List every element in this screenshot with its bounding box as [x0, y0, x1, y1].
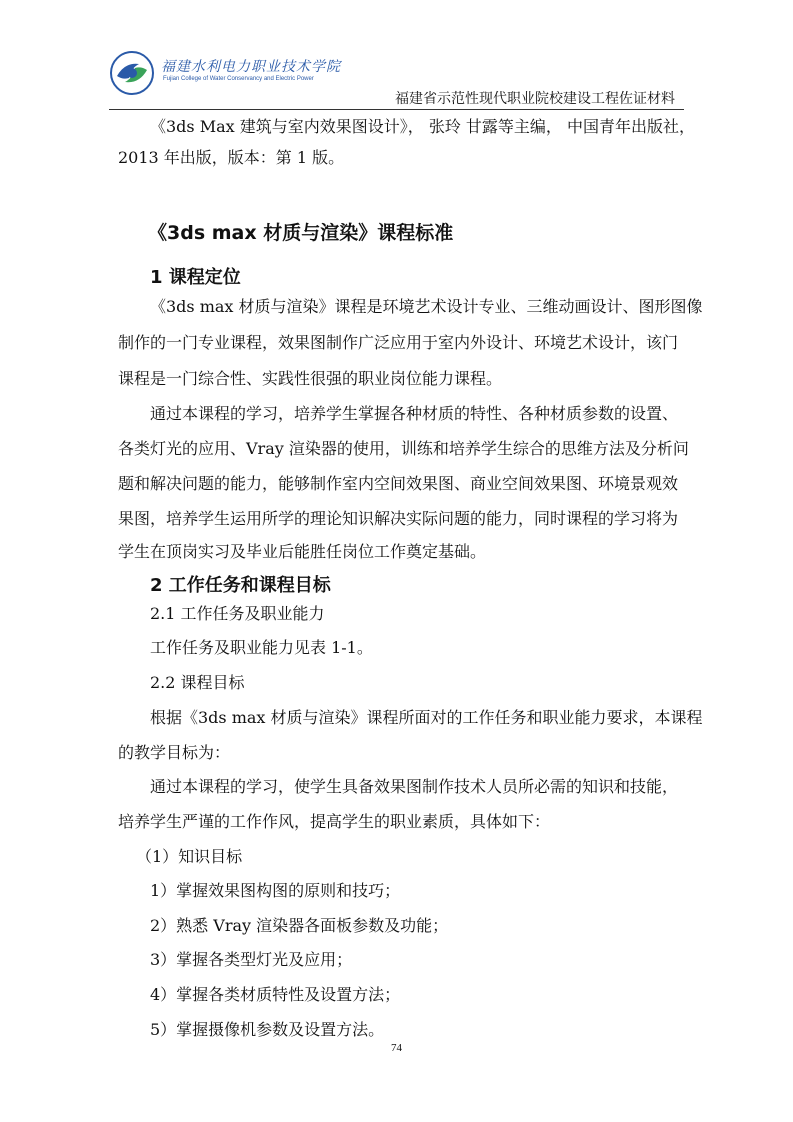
paragraph-line: 的教学目标为：: [118, 743, 231, 762]
list-item: 2）熟悉 Vray 渲染器各面板参数及功能；: [150, 916, 449, 935]
college-emblem-icon: [109, 50, 155, 96]
document-title: 《3ds max 材质与渲染》课程标准: [148, 222, 454, 244]
paragraph-line: 《3ds max 材质与渲染》课程是环境艺术设计专业、三维动画设计、图形图像: [150, 297, 703, 316]
section-heading: 1 课程定位: [150, 267, 241, 288]
list-item: 4）掌握各类材质特性及设置方法；: [150, 985, 401, 1004]
paragraph-line: 学生在顶岗实习及毕业后能胜任岗位工作奠定基础。: [118, 542, 487, 561]
reference-line: 《3ds Max 建筑与室内效果图设计》， 张玲 甘露等主编， 中国青年出版社，: [150, 117, 696, 136]
list-item: 5）掌握摄像机参数及设置方法。: [150, 1020, 385, 1039]
paragraph-line: 制作的一门专业课程，效果图制作广泛应用于室内外设计、环境艺术设计，该门: [118, 333, 679, 352]
list-item: 3）掌握各类型灯光及应用；: [150, 950, 353, 969]
paragraph-line: 通过本课程的学习，使学生具备效果图制作技术人员所必需的知识和技能，: [150, 777, 679, 796]
paragraph-line: 工作任务及职业能力见表 1-1。: [150, 638, 373, 657]
paragraph-line: 各类灯光的应用、Vray 渲染器的使用，训练和培养学生综合的思维方法及分析问: [118, 439, 689, 458]
paragraph-line: 果图，培养学生运用所学的理论知识解决实际问题的能力，同时课程的学习将为: [118, 509, 679, 528]
subsection-heading: 2.2 课程目标: [150, 673, 245, 692]
section-heading: 2 工作任务和课程目标: [150, 575, 331, 596]
list-heading: （1）知识目标: [136, 847, 243, 866]
paragraph-line: 题和解决问题的能力，能够制作室内空间效果图、商业空间效果图、环境景观效: [118, 474, 679, 493]
header-divider: [109, 109, 684, 110]
paragraph-line: 培养学生严谨的工作作风，提高学生的职业素质，具体如下：: [118, 812, 551, 831]
paragraph-line: 根据《3ds max 材质与渲染》课程所面对的工作任务和职业能力要求，本课程: [150, 708, 703, 727]
subsection-heading: 2.1 工作任务及职业能力: [150, 604, 325, 623]
list-item: 1）掌握效果图构图的原则和技巧；: [150, 881, 401, 900]
header-caption: 福建省示范性现代职业院校建设工程佐证材料: [395, 91, 675, 107]
reference-line: 2013 年出版，版本：第 1 版。: [118, 148, 345, 167]
college-english-name: Fujian College of Water Conservancy and Electric Power: [163, 76, 314, 82]
college-logo: [109, 50, 369, 96]
paragraph-line: 课程是一门综合性、实践性很强的职业岗位能力课程。: [118, 369, 503, 388]
college-name: 福建水利电力职业技术学院: [161, 59, 341, 75]
paragraph-line: 通过本课程的学习，培养学生掌握各种材质的特性、各种材质参数的设置、: [150, 404, 679, 423]
page-number: 74: [391, 1042, 402, 1054]
